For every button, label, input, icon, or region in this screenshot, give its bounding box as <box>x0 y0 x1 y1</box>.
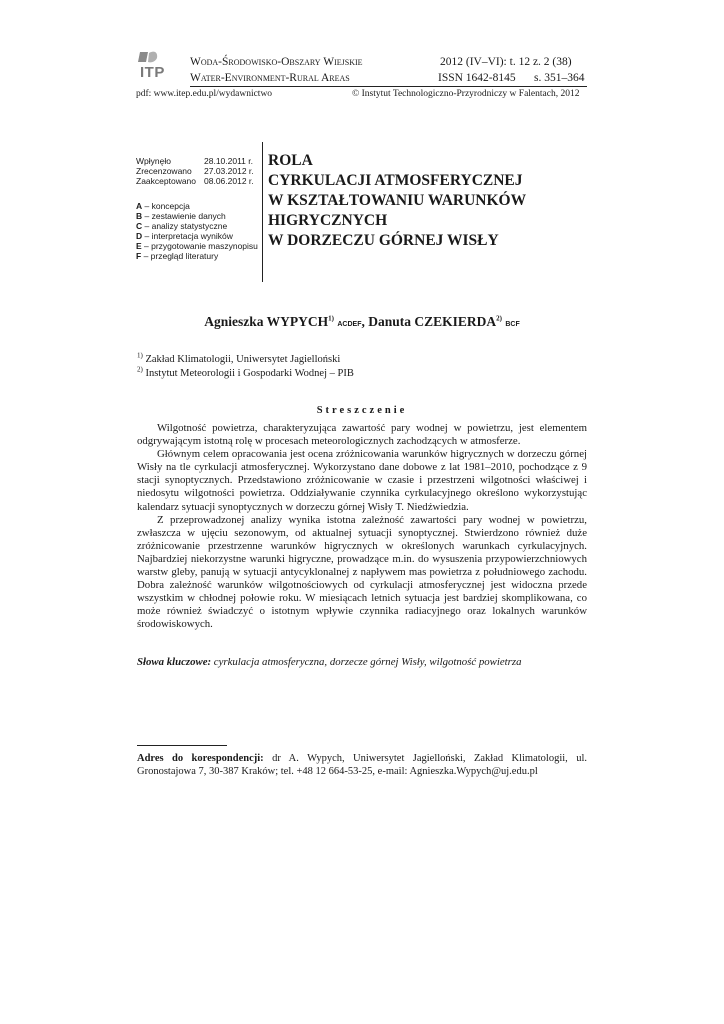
dates-block <box>136 156 256 186</box>
author-name: Agnieszka WYPYCH <box>204 314 329 329</box>
date-label: Zrecenzowano <box>136 166 192 176</box>
title-line: CYRKULACJI ATMOSFERYCZNEJ <box>268 172 523 189</box>
contribution-item <box>136 211 260 221</box>
author-affil-ref: 2) <box>496 314 502 323</box>
contribution-item <box>136 241 260 251</box>
journal-issue: 2012 (IV–VI): t. 12 z. 2 (38) <box>440 56 572 68</box>
contribution-text: – przegląd literatury <box>141 251 219 261</box>
journal-name-en: Water-Environment-Rural Areas <box>190 72 350 84</box>
pdf-link[interactable]: pdf: www.itep.edu.pl/wydawnictwo <box>136 89 273 99</box>
contribution-item <box>136 251 260 261</box>
affiliation-text: Zakład Klimatologii, Uniwersytet Jagielloński <box>145 354 341 365</box>
date-row <box>136 166 256 176</box>
date-value: 08.06.2012 r. <box>204 176 254 186</box>
affiliation-item <box>137 353 354 367</box>
date-value: 28.10.2011 r. <box>204 156 253 166</box>
correspondence-text: dr A. Wypych, Uniwersytet Jagielloński, Zakład Klimatologii, ul. Gronostajowa 7, 30-387 Kraków; tel. +48 12 664-53-25, e-mail: Agnieszka.Wypych@uj.edu.pl <box>137 753 587 778</box>
affiliation-item <box>137 367 354 381</box>
contribution-letter: E <box>136 241 142 251</box>
contributions-block <box>136 201 260 261</box>
journal-issn: ISSN 1642-8145 <box>438 72 516 84</box>
title-divider <box>262 142 263 282</box>
contribution-letter: B <box>136 211 143 221</box>
contribution-text: – analizy statystyczne <box>142 221 228 231</box>
contribution-item <box>136 231 260 241</box>
contribution-letter: C <box>136 221 143 231</box>
abstract-body <box>137 422 587 632</box>
affiliation-number: 2) <box>137 365 143 374</box>
keywords-label: Słowa kluczowe: <box>137 656 212 668</box>
author-separator: , <box>361 314 369 329</box>
title-line: ROLA <box>268 152 313 169</box>
author-affil-ref: 1) <box>328 314 334 323</box>
article-title <box>268 151 588 251</box>
author-name: Danuta CZEKIERDA <box>368 314 497 329</box>
date-label: Zaakceptowano <box>136 176 197 186</box>
author-contribution: BCF <box>505 321 520 328</box>
logo-text: ITP <box>140 64 165 81</box>
contribution-letter: F <box>136 251 142 261</box>
date-value: 27.03.2012 r. <box>204 166 254 176</box>
journal-pages: s. 351–364 <box>534 72 585 84</box>
itp-logo <box>136 50 180 84</box>
date-row <box>136 156 256 166</box>
contribution-text: – zestawienie danych <box>142 211 226 221</box>
affiliation-text: Instytut Meteorologii i Gospodarki Wodnej – PIB <box>145 368 354 379</box>
contribution-item <box>136 221 260 231</box>
correspondence <box>137 752 587 778</box>
authors-line <box>0 314 724 330</box>
footnote-rule <box>137 745 227 746</box>
abstract-paragraph: Wilgotność powietrza, charakteryzująca zawartość pary wodnej w powietrzu, jest elementem odgrywającym istotną rolę w procesach meteorologicznych zachodzących w atmosferze. <box>137 422 587 448</box>
title-line: HIGRYCZNYCH <box>268 212 388 229</box>
keywords-text: cyrkulacja atmosferyczna, dorzecze górnej Wisły, wilgotność powietrza <box>211 656 522 668</box>
journal-name-pl: Woda-Środowisko-Obszary Wiejskie <box>190 56 363 68</box>
copyright: © Instytut Technologiczno-Przyrodniczy w Falentach, 2012 <box>352 89 580 99</box>
contribution-text: – przygotowanie maszynopisu <box>141 241 258 251</box>
title-line: W KSZTAŁTOWANIU WARUNKÓW <box>268 192 527 209</box>
abstract-paragraph: Głównym celem opracowania jest ocena zróżnicowania warunków higrycznych w dorzeczu górnej Wisły na tle cyrkulacji atmosferycznej. Wykorzystano dane dobowe z lat 1981–2010, pochodzące z 9 stacji synoptycznych. Przedstawiono zróżnicowanie w czasie i przestrzeni wilgotności właściwej i niedosytu wilgotności powietrza. Oddziaływanie czynnika cyrkulacyjnego określono wykorzystując kalendarz sytuacji synoptycznych w dorzeczu górnej Wisły T. Niedźwiedzia. <box>137 448 587 513</box>
correspondence-label: Adres do korespondencji: <box>137 753 264 764</box>
affiliations <box>137 353 354 381</box>
contribution-letter: D <box>136 231 143 241</box>
abstract-heading: Streszczenie <box>316 405 408 416</box>
date-label: Wpłynęło <box>136 156 171 166</box>
date-row <box>136 176 256 186</box>
contribution-text: – interpretacja wyników <box>142 231 233 241</box>
contribution-item <box>136 201 260 211</box>
abstract-paragraph: Z przeprowadzonej analizy wynika istotna zależność zawartości pary wodnej w powietrzu, zwłaszcza w ujęciu sezonowym, od aktualnej sytuacji synoptycznej. Stwierdzono również duże zróżnicowanie przestrzenne warunków higrycznych w określonych warunkach cyrkulacyjnych. Najbardziej niekorzystne warunki higryczne, prowadzące m.in. do wysuszenia przypowierzchniowych warstw gleby, panują w sytuacji antycyklonalnej z napływem mas powietrza z południowego zachodu. Dobra zależność warunków wilgotnościowych od cyrkulacji atmosferycznej jest widoczna przede wszystkim w chłodnej połowie roku. W miesiącach letnich sytuacja jest bardziej skomplikowana, co może również świadczyć o istotnym wpływie czynnika radiacyjnego oraz lokalnych warunków środowiskowych. <box>137 513 587 631</box>
contribution-letter: A <box>136 201 143 211</box>
contribution-text: – koncepcja <box>142 201 190 211</box>
title-line: W DORZECZU GÓRNEJ WISŁY <box>268 232 499 249</box>
author-contribution: ACDEF <box>337 321 362 328</box>
affiliation-number: 1) <box>137 351 143 360</box>
keywords <box>137 656 587 668</box>
header-rule <box>190 86 587 87</box>
